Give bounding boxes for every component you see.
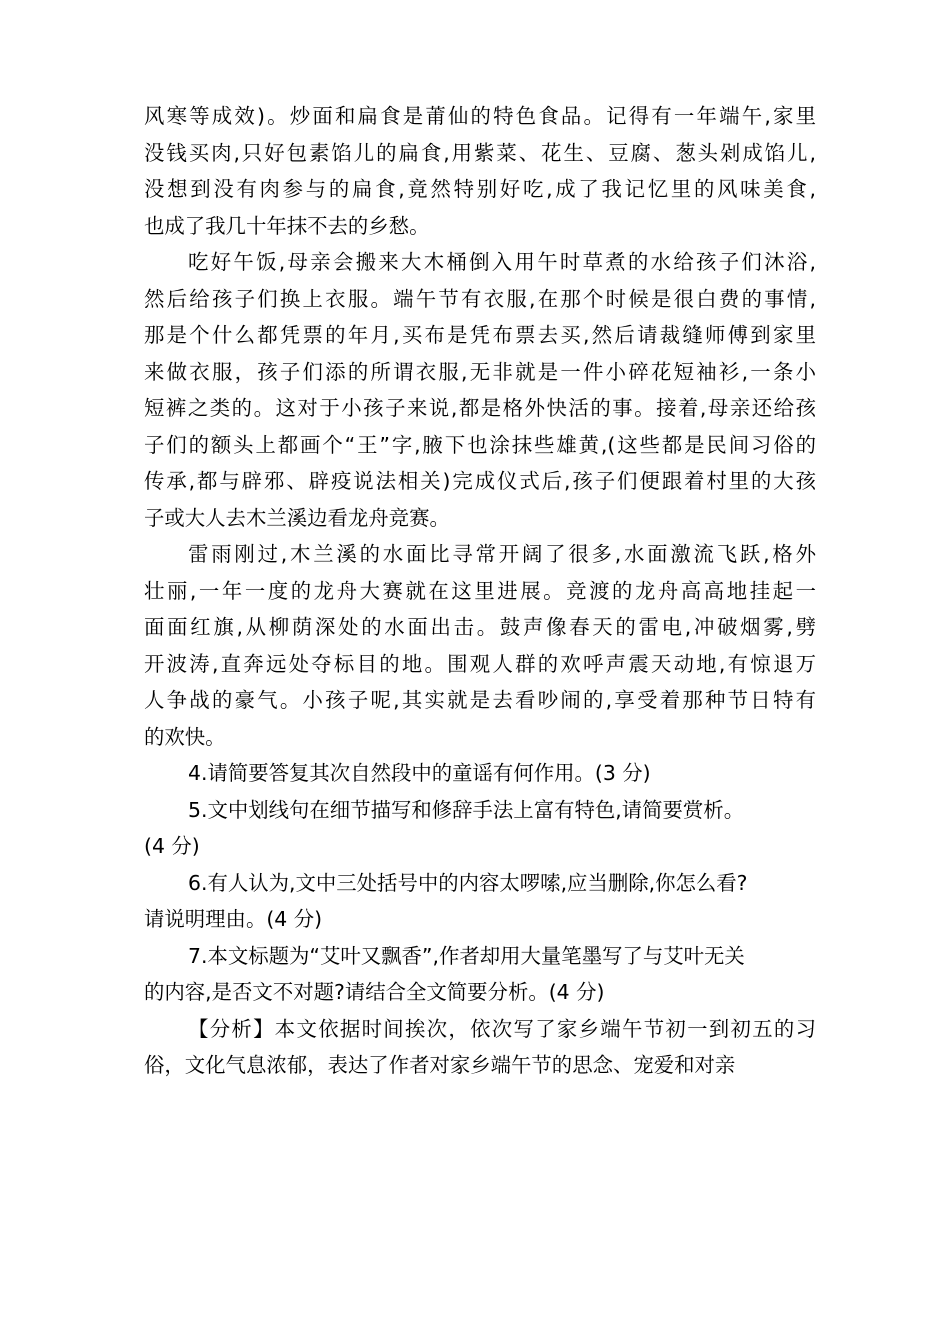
text-line: 面面红旗,从柳荫深处的水面出击。鼓声像春天的雷电,冲破烟雾,劈	[144, 615, 816, 639]
text-line: 子们的额头上都画个“王”字,腋下也涂抹些雄黄,(这些都是民间习俗的	[144, 432, 816, 457]
text-line: 吃好午饭,母亲会搬来大木桶倒入用午时草煮的水给孩子们沐浴,	[188, 250, 816, 274]
text-line: 请说明理由。(4 分)	[144, 907, 323, 931]
text-line: 5.文中划线句在细节描写和修辞手法上富有特色,请简要赏析。	[188, 797, 745, 822]
text-line: 也成了我几十年抹不去的乡愁。	[144, 213, 430, 238]
text-line: 雷雨刚过,木兰溪的水面比寻常开阔了很多,水面激流飞跃,格外	[188, 542, 816, 566]
text-line: 短裤之类的。这对于小孩子来说,都是格外快活的事。接着,母亲还给孩	[144, 396, 816, 420]
text-line: 没钱买肉,只好包素馅儿的扁食,用紫菜、花生、豆腐、葱头剁成馅儿,	[144, 140, 816, 165]
text-line: 那是个什么都凭票的年月,买布是凭布票去买,然后请裁缝师傅到家里	[144, 323, 816, 347]
text-line: 开波涛,直奔远处夺标目的地。围观人群的欢呼声震天动地,有惊退万	[144, 651, 816, 676]
document-body	[144, 98, 816, 1084]
text-line: 来做衣服，孩子们添的所谓衣服,无非就是一件小碎花短袖衫,一条小	[144, 359, 816, 384]
text-line: (4 分)	[144, 834, 200, 858]
text-line: 的欢快。	[144, 724, 226, 749]
text-line: 没想到没有肉参与的扁食,竟然特别好吃,成了我记忆里的风味美食,	[144, 177, 816, 201]
text-line: 壮丽,一年一度的龙舟大赛就在这里进展。竞渡的龙舟高高地挂起一	[144, 578, 816, 603]
text-line: 6.有人认为,文中三处括号中的内容太啰嗦,应当删除,你怎么看?	[188, 870, 748, 895]
text-line: 的内容,是否文不对题?请结合全文简要分析。(4 分)	[144, 980, 605, 1004]
text-line: 4.请简要答复其次自然段中的童谣有何作用。(3 分)	[188, 761, 651, 785]
text-line: 俗，文化气息浓郁，表达了作者对家乡端午节的思念、宠爱和对亲	[144, 1053, 736, 1077]
text-line: 风寒等成效)。炒面和扁食是莆仙的特色食品。记得有一年端午,家里	[144, 104, 816, 128]
text-line: 【分析】本文依据时间挨次，依次写了家乡端午节初一到初五的习	[188, 1016, 816, 1041]
text-line: 7.本文标题为“艾叶又飘香”,作者却用大量笔墨写了与艾叶无关	[188, 943, 745, 968]
text-line: 传承,都与辟邪、辟疫说法相关)完成仪式后,孩子们便跟着村里的大孩	[144, 469, 816, 493]
text-line: 人争战的豪气。小孩子呢,其实就是去看吵闹的,享受着那种节日特有	[144, 688, 816, 712]
text-line: 然后给孩子们换上衣服。端午节有衣服,在那个时候是很白费的事情,	[144, 286, 816, 311]
text-line: 子或大人去木兰溪边看龙舟竞赛。	[144, 505, 450, 530]
